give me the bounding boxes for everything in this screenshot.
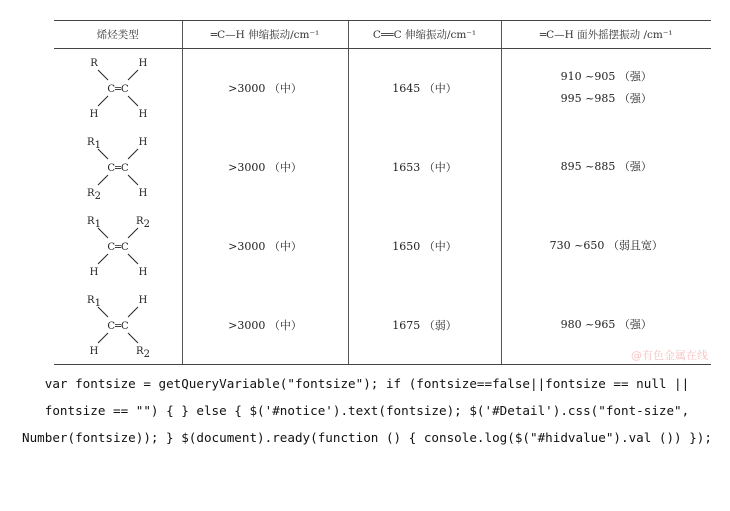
bond-line [98, 175, 108, 185]
wag-value: 730 ~650 （弱且宽） [549, 239, 663, 252]
substituent-top-left: R1 [86, 216, 101, 230]
bond-line [128, 254, 138, 264]
header-alkene-type: 烯烃类型 [54, 21, 182, 49]
cc-stretch-cell: 1653 （中） [348, 128, 501, 207]
wag-value: 980 ~965 （强） [560, 317, 652, 331]
ch-stretch-cell: >3000 （中） [182, 49, 348, 128]
table-row [54, 49, 711, 128]
substituent-top-left: R1 [86, 137, 101, 151]
substituent-bottom-left: H [89, 109, 99, 121]
cc-stretch-cell: 1645 （中） [348, 49, 501, 128]
cc-stretch-cell: 1650 （中） [348, 207, 501, 286]
structure-cell [54, 207, 182, 286]
double-bond-core: C═C [107, 320, 129, 332]
substituent-top-right: H [138, 294, 148, 306]
substituent-bottom-left: H [89, 345, 99, 357]
substituent-bottom-right: H [138, 109, 148, 121]
table-header-row [54, 21, 711, 49]
wag-value: 895 ~885 （强） [560, 160, 652, 173]
substituent-top-right: R2 [135, 216, 150, 230]
table-row [54, 286, 711, 365]
structure-cell [54, 128, 182, 207]
structure-cell [54, 286, 182, 365]
bond-line [128, 149, 138, 159]
wag-value: 995 ~985 （强） [560, 92, 652, 106]
table-row [54, 128, 711, 207]
structure-cell [54, 49, 182, 128]
wag-cell [501, 207, 711, 286]
bond-line [98, 96, 108, 106]
code-snippet-text: var fontsize = getQueryVariable("fontsize"); if (fontsize==false||fontsize == null || fontsize == "") { } else { $('#notice').text(fontsize); $('#Detail').css("font-size", Number(fontsize)); } $(document).ready(function () { console.log($("#hidvalue").val ()) }); [22, 376, 712, 445]
ch-stretch-cell: >3000 （中） [182, 128, 348, 207]
bond-line [128, 333, 138, 343]
double-bond-core: C═C [107, 163, 129, 174]
wag-cell [501, 49, 711, 128]
substituent-top-right: H [138, 58, 148, 70]
double-bond-core: C═C [107, 84, 129, 96]
bond-line [128, 307, 138, 317]
bond-line [128, 228, 138, 238]
ch-stretch-cell: >3000 （中） [182, 207, 348, 286]
header-ch-stretch: ═C—H 伸缩振动/cm⁻¹ [182, 21, 348, 49]
wag-cell [501, 128, 711, 207]
cc-stretch-cell: 1675 （弱） [348, 286, 501, 365]
bond-line [128, 175, 138, 185]
bond-line [98, 70, 108, 80]
substituent-bottom-right: H [138, 188, 148, 199]
alkene-structure [80, 290, 156, 360]
double-bond-core: C═C [107, 242, 129, 253]
bond-line [128, 96, 138, 106]
header-cc-stretch: C══C 伸缩振动/cm⁻¹ [348, 21, 501, 49]
substituent-top-left: R1 [86, 294, 101, 309]
substituent-top-left: R [89, 58, 98, 70]
alkene-structure [80, 53, 156, 123]
bond-line [128, 70, 138, 80]
bond-line [98, 254, 108, 264]
substituent-top-right: H [138, 137, 148, 148]
header-ch-wag: ═C—H 面外摇摆振动 /cm⁻¹ [501, 21, 711, 49]
wag-value: 910 ~905 （强） [560, 70, 652, 84]
substituent-bottom-left: R2 [86, 188, 101, 202]
bond-line [98, 333, 108, 343]
alkene-ir-table-container [54, 20, 711, 365]
substituent-bottom-right: R2 [135, 345, 150, 360]
substituent-bottom-left: H [89, 267, 99, 278]
watermark: @有色金属在线 [631, 349, 708, 362]
alkene-structure [80, 132, 156, 202]
alkene-structure [80, 211, 156, 281]
ch-stretch-cell: >3000 （中） [182, 286, 348, 365]
substituent-bottom-right: H [138, 267, 148, 278]
alkene-ir-table [54, 20, 711, 365]
table-row [54, 207, 711, 286]
